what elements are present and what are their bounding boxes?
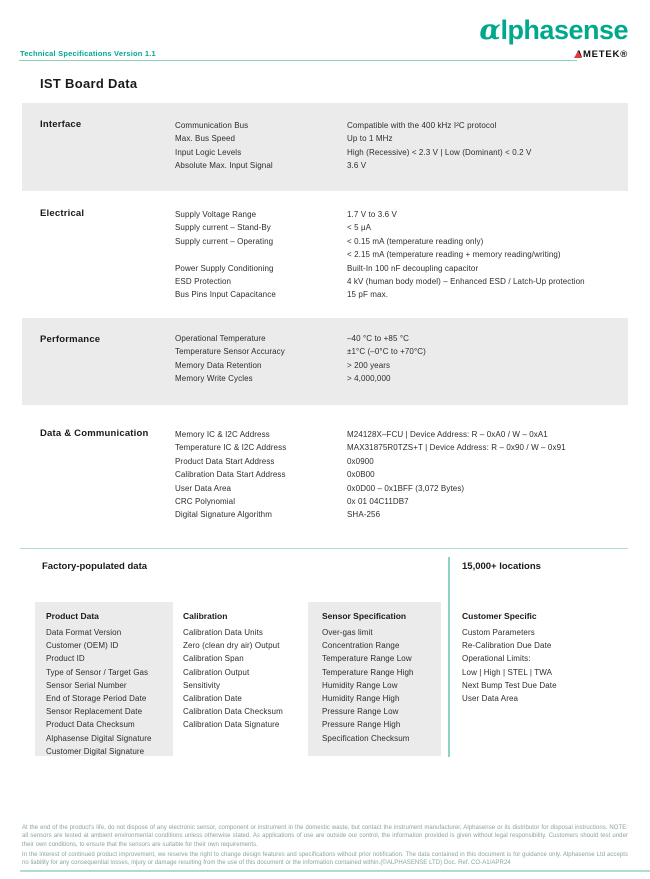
spec-label: Supply current – Operating	[175, 236, 274, 246]
spec-row	[175, 332, 628, 345]
list-item: Specification Checksum	[322, 733, 410, 743]
ametek-logo	[575, 49, 628, 60]
section-title-data-communication: Data & Communication	[40, 428, 149, 439]
spec-label: CRC Polynomial	[175, 497, 236, 507]
spec-value: 0x0B00	[347, 470, 375, 480]
footer-divider	[20, 870, 650, 872]
spec-row	[175, 495, 628, 508]
electrical-section	[22, 191, 628, 318]
list-item: Low | High | STEL | TWA	[462, 667, 553, 677]
spec-value: Up to 1 MHz	[347, 134, 393, 144]
interface-rows	[175, 119, 628, 173]
spec-label: Memory Write Cycles	[175, 374, 253, 384]
locations-heading: 15,000+ locations	[462, 561, 541, 572]
section-title-interface: Interface	[40, 119, 82, 130]
page-title: IST Board Data	[40, 76, 138, 91]
list-item: Sensor Replacement Date	[46, 707, 143, 717]
spec-label: User Data Area	[175, 483, 232, 493]
factory-section-divider	[20, 548, 628, 549]
column-title-calibration: Calibration	[183, 611, 228, 621]
list-item: Over-gas limit	[322, 628, 373, 637]
spec-value: 1.7 V to 3.6 V	[347, 210, 397, 219]
spec-value: SHA-256	[347, 510, 381, 520]
list-item: Calibration Data Units	[183, 628, 264, 637]
list-item: Product ID	[46, 654, 85, 664]
spec-row	[175, 235, 628, 248]
ametek-text: AMETEK®	[575, 49, 628, 60]
product-data-column	[35, 602, 173, 756]
spec-row	[175, 248, 628, 261]
list-item: Custom Parameters	[462, 628, 535, 637]
spec-value: –40 °C to +85 °C	[347, 334, 410, 343]
spec-value: 0x0900	[347, 456, 374, 466]
list-item: Operational Limits:	[462, 654, 531, 664]
column-title-product-data: Product Data	[46, 611, 99, 621]
spec-label: Operational Temperature	[175, 334, 266, 343]
spec-value: 15 pF max.	[347, 290, 389, 300]
section-title-performance: Performance	[40, 334, 101, 345]
spec-row	[175, 146, 628, 159]
factory-data-heading: Factory-populated data	[42, 561, 148, 572]
list-item: Next Bump Test Due Date	[462, 680, 557, 690]
spec-value: 0x 01 04C11DB7	[347, 497, 409, 507]
spec-label: Max. Bus Speed	[175, 134, 236, 144]
list-item: End of Storage Period Date	[46, 694, 147, 704]
spec-row	[175, 345, 628, 358]
data-communication-section	[22, 420, 628, 530]
data-communication-rows	[175, 428, 628, 522]
list-item: Calibration Data Checksum	[183, 707, 283, 717]
spec-label: Memory Data Retention	[175, 360, 262, 370]
list-item: Re-Calibration Due Date	[462, 641, 552, 651]
spec-row	[175, 119, 628, 132]
list-item: Pressure Range Low	[322, 707, 399, 717]
column-title-customer-specific: Customer Specific	[462, 611, 537, 621]
spec-value: Compatible with the 400 kHz I²C protocol	[347, 121, 497, 130]
list-item: Type of Sensor / Target Gas	[46, 667, 149, 677]
list-item: Calibration Data Signature	[183, 720, 280, 730]
alpha-glyph-icon: α	[479, 13, 501, 46]
spec-label: Communication Bus	[175, 121, 249, 130]
list-item: Data Format Version	[46, 628, 122, 637]
list-item: Sensor Serial Number	[46, 680, 127, 690]
list-item: Alphasense Digital Signature	[46, 733, 152, 743]
interface-section	[22, 103, 628, 191]
spec-value: 4 kV (human body model) – Enhanced ESD / Latch-Up protection	[347, 277, 585, 287]
spec-row	[175, 359, 628, 372]
sensor-specification-items	[322, 626, 441, 745]
spec-label: Absolute Max. Input Signal	[175, 161, 273, 171]
ametek-red-triangle-icon	[574, 51, 582, 58]
sensor-specification-column	[308, 602, 441, 756]
spec-value: 0x0D00 – 0x1BFF (3,072 Bytes)	[347, 483, 465, 493]
spec-row	[175, 482, 628, 495]
spec-label: Temperature Sensor Accuracy	[175, 347, 285, 357]
list-item: Calibration Date	[183, 694, 242, 704]
spec-label: Input Logic Levels	[175, 147, 242, 157]
spec-row	[175, 132, 628, 145]
list-item: Humidity Range Low	[322, 680, 398, 690]
performance-section	[22, 318, 628, 405]
footer-disposal-note: At the end of the product's life, do not dispose of any electronic sensor, component or instrument in the domestic waste, but contact the instrument manufacturer, Alphasense or its distributor for disposal instructions. NOTE: all sensors are tested at ambient environmental conditions unless otherwise stated. As applications of use are outside our control, the information provided is given without legal responsibility. Customers should test under their own conditions, to ensure that the sensors are suitable for their own requirements.	[22, 825, 628, 848]
spec-label: Temperature IC & I2C Address	[175, 443, 287, 453]
spec-value: > 4,000,000	[347, 374, 391, 384]
list-item: Calibration Output	[183, 667, 250, 677]
electrical-rows	[175, 208, 628, 302]
spec-value: ±1°C (–0°C to +70°C)	[347, 347, 426, 357]
footer-liability-note: In the interest of continued product improvement, we reserve the right to change design features and specifications without prior notification. The data contained in this document is for guidance only. Alphasense Ltd accepts no liability for any consequential losses, injury or damage resulting from the use of this document or the information contained within.(©ALPHASENSE LTD) Doc. Ref. CO-A1/APR24	[22, 852, 628, 867]
spec-value: < 5 μA	[347, 223, 372, 233]
spec-value: MAX31875R0TZS+T | Device Address: R – 0x90 / W – 0x91	[347, 443, 566, 453]
spec-label: Digital Signature Algorithm	[175, 510, 272, 520]
list-item: Humidity Range High	[322, 694, 400, 704]
spec-row	[175, 288, 628, 301]
list-item: Zero (clean dry air) Output	[183, 641, 280, 651]
spec-label: ESD Protection	[175, 277, 232, 287]
list-item: Temperature Range Low	[322, 654, 412, 664]
column-title-sensor-specification: Sensor Specification	[322, 611, 407, 621]
spec-row	[175, 208, 628, 221]
list-item: Pressure Range High	[322, 720, 401, 730]
spec-label: Supply Voltage Range	[175, 210, 257, 219]
list-item: User Data Area	[462, 694, 519, 704]
customer-specific-items	[462, 626, 628, 705]
spec-label: Bus Pins Input Capacitance	[175, 290, 276, 300]
list-item: Calibration Span	[183, 654, 244, 664]
spec-row	[175, 468, 628, 481]
spec-row	[175, 159, 628, 172]
customer-specific-column	[451, 602, 628, 756]
product-data-items	[46, 626, 173, 758]
spec-label: Power Supply Conditioning	[175, 263, 274, 273]
spec-value: < 0.15 mA (temperature reading only)	[347, 236, 484, 246]
spec-value: Built-In 100 nF decoupling capacitor	[347, 263, 479, 273]
alphasense-logo	[479, 13, 628, 62]
spec-row	[175, 221, 628, 234]
doc-version-label: Technical Specifications Version 1.1	[20, 49, 156, 58]
list-item: Sensitivity	[183, 680, 221, 690]
calibration-items	[183, 626, 302, 732]
list-item: Concentration Range	[322, 641, 400, 651]
spec-value: M24128X–FCU | Device Address: R – 0xA0 / W – 0xA1	[347, 430, 548, 439]
calibration-column	[172, 602, 302, 756]
alphasense-wordmark	[479, 13, 628, 46]
spec-value: < 2.15 mA (temperature reading + memory reading/writing)	[347, 250, 561, 260]
spec-label: Memory IC & I2C Address	[175, 430, 270, 439]
spec-label: Product Data Start Address	[175, 456, 275, 466]
spec-value: 3.6 V	[347, 161, 367, 171]
spec-label	[175, 248, 347, 261]
list-item: Product Data Checksum	[46, 720, 135, 730]
spec-label: Calibration Data Start Address	[175, 470, 286, 480]
spec-value: > 200 years	[347, 360, 391, 370]
spec-value: High (Recessive) < 2.3 V | Low (Dominant) < 0.2 V	[347, 147, 532, 157]
list-item: Temperature Range High	[322, 667, 414, 677]
spec-row	[175, 275, 628, 288]
list-item: Customer Digital Signature	[46, 746, 145, 756]
performance-rows	[175, 332, 628, 386]
spec-row	[175, 508, 628, 521]
logo-text: lphasense	[500, 15, 628, 45]
section-title-electrical: Electrical	[40, 208, 85, 219]
spec-row	[175, 441, 628, 454]
spec-row	[175, 428, 628, 441]
header-divider	[19, 60, 577, 61]
vertical-teal-divider	[448, 557, 450, 757]
spec-row	[175, 455, 628, 468]
spec-row	[175, 262, 628, 275]
list-item: Customer (OEM) ID	[46, 641, 119, 651]
spec-row	[175, 372, 628, 385]
spec-label: Supply current – Stand-By	[175, 223, 271, 233]
